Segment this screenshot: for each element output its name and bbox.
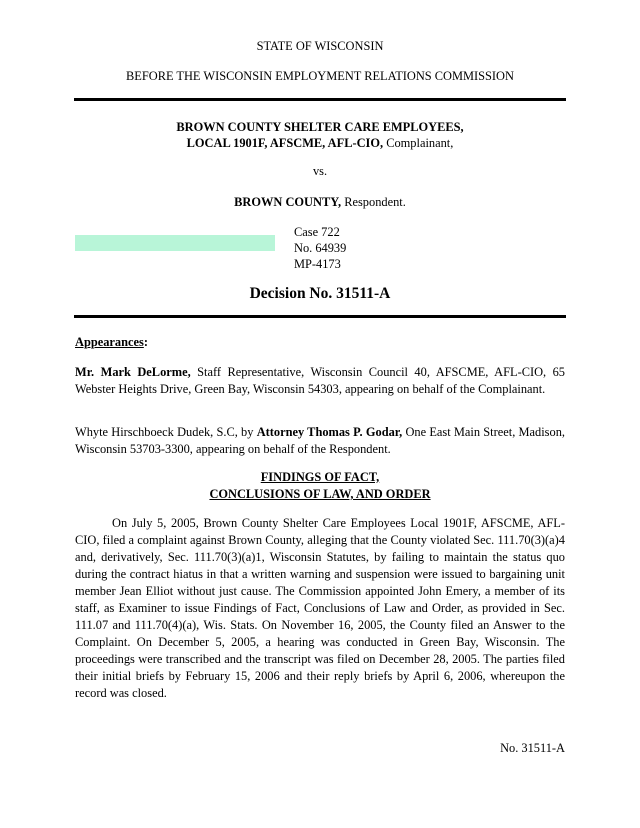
state-heading: STATE OF WISCONSIN <box>256 39 384 53</box>
commission-heading: BEFORE THE WISCONSIN EMPLOYMENT RELATIONS COMMISSION <box>126 69 514 83</box>
findings-heading-line-1: FINDINGS OF FACT, <box>260 470 380 484</box>
complainant-name: LOCAL 1901F, AFSCME, AFL-CIO, <box>186 136 384 150</box>
complainant-role: Complainant, <box>383 136 454 150</box>
decision-number: Decision No. 31511-A <box>249 285 391 302</box>
docket-number: No. 64939 <box>294 241 347 255</box>
complainant-line-2 <box>0 136 640 151</box>
respondent-rep-text: One East Main Street, Madison, Wisconsin 53703-3300, appearing on behalf of the Respondent. <box>75 425 565 456</box>
bottom-rule <box>74 315 566 318</box>
complainant-line-1: BROWN COUNTY SHELTER CARE EMPLOYEES, <box>176 120 464 134</box>
respondent-role: Respondent. <box>341 195 406 209</box>
complainant-rep-name: Mr. Mark DeLorme, <box>75 365 191 379</box>
complainant-appearance <box>75 364 565 398</box>
appearances-colon: : <box>143 335 148 349</box>
versus-text: vs. <box>312 164 328 178</box>
findings-paragraph: On July 5, 2005, Brown County Shelter Care Employees Local 1901F, AFSCME, AFL-CIO, filed a complaint against Brown County, alleging that the County violated Sec. 111.70(3)(a)4 and, derivatively, Sec. 111.70(3)(a)1, Wisconsin Statutes, by failing to maintain the status quo during the contract hiatus in that a written warning and suspension were issued to bargaining unit member Jean Elliot without just cause. The Commission appointed John Emery, a member of its staff, as Examiner to issue Findings of Fact, Conclusions of Law and Order, as provided in Sec. 111.07 and 111.70(4)(a), Wis. Stats. On November 16, 2005, the County filed an Answer to the Complaint. On December 5, 2005, a hearing was conducted in Green Bay, Wisconsin. The proceedings were transcribed and the transcript was filed on December 28, 2005. The parties filed their initial briefs by February 15, 2006 and their reply briefs by April 6, 2006, whereupon the record was closed. <box>75 516 565 700</box>
findings-heading <box>0 469 640 503</box>
respondent-name: BROWN COUNTY, <box>234 195 342 209</box>
respondent-line <box>0 195 640 210</box>
mp-number: MP-4173 <box>294 257 341 271</box>
top-rule <box>74 98 566 101</box>
respondent-firm: Whyte Hirschboeck Dudek, S.C, by <box>75 425 257 439</box>
case-numbers <box>294 224 346 272</box>
appearances-heading <box>75 334 565 351</box>
page-number: No. 31511-A <box>500 741 565 755</box>
complainant-rep-text: Staff Representative, Wisconsin Council 40, AFSCME, AFL-CIO, 65 Webster Heights Drive, Green Bay, Wisconsin 54303, appearing on behalf of the Complainant. <box>75 365 565 396</box>
appearances-heading-text: Appearances <box>75 335 144 349</box>
findings-heading-line-2: CONCLUSIONS OF LAW, AND ORDER <box>209 487 431 501</box>
case-number: Case 722 <box>294 225 340 239</box>
highlight-block <box>75 235 275 251</box>
respondent-appearance <box>75 424 565 458</box>
respondent-rep-name: Attorney Thomas P. Godar, <box>256 425 403 439</box>
